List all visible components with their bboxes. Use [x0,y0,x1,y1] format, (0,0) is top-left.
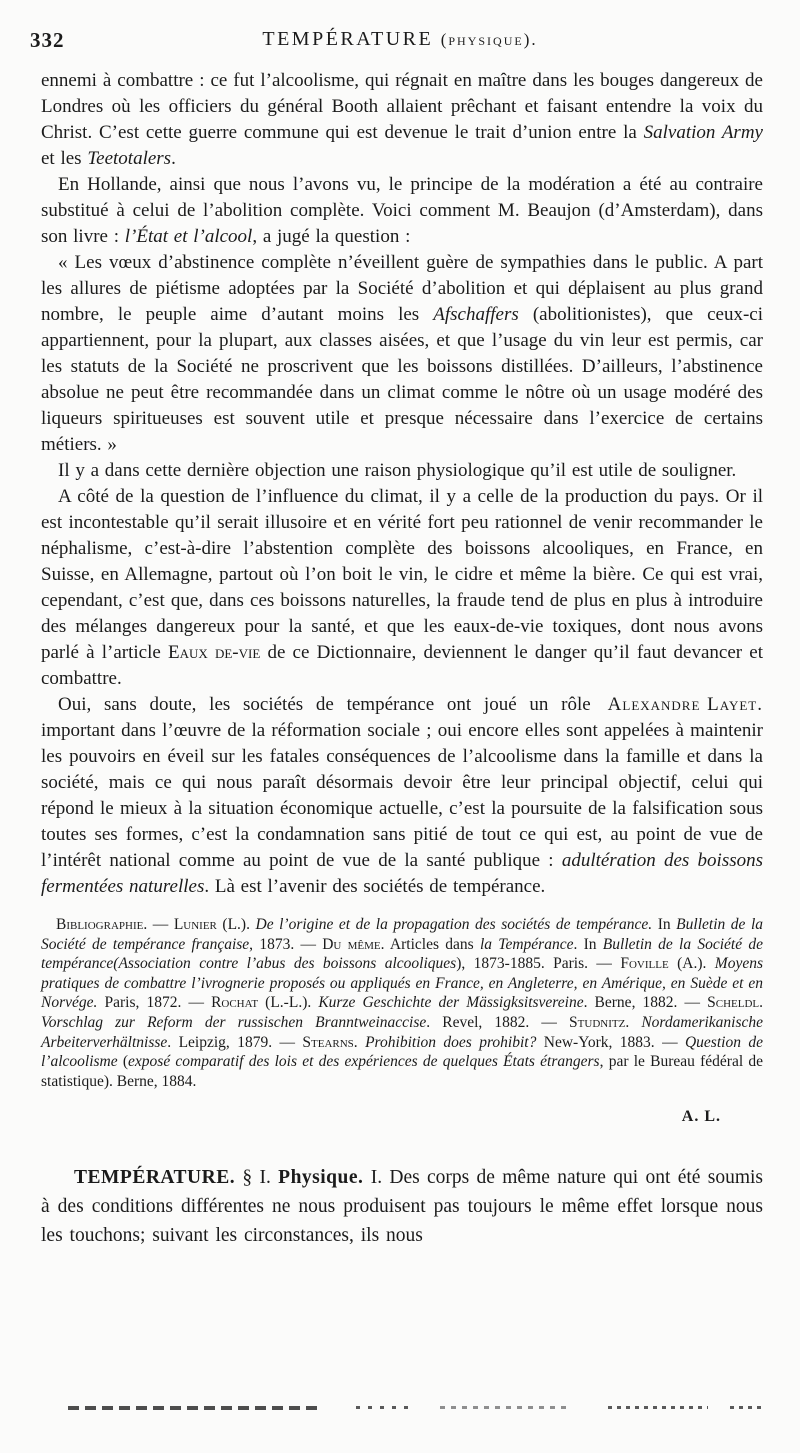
paragraph: « Les vœux d’abstinence complète n’éveillent guère de sympathies dans le public. A part les allures de piétisme adoptées par la Société d’abolition et qui déplaisent au plus grand nombre, le peuple aime d’autant moins les Afschaffers (abolitionistes), que ceux-ci appartiennent, pour la plupart, aux classes aisées, et que l’usage du vin leur est permis, car les statuts de la Société ne proscrivent que les boissons distillées. D’ailleurs, l’abstinence absolue ne peut être recommandée dans un climat comme le nôtre où un usage modéré des liqueurs spiritueuses est souvent utile et presque nécessaire dans l’exercice de certains métiers. » [41,252,763,455]
author-signature: Alexandre Layet. [607,694,763,715]
page-number: 332 [30,28,65,52]
bibliography: Bibliographie. — Lunier (L.). De l’origine et de la propagation des sociétés de tempérance. In Bulletin de la Société de tempérance française, 1873. — Du même. Articles dans la Tempérance. In Bulletin de la Société de tempérance(Association contre l’abus des boissons alcooliques), 1873-1885. Paris. — Foville (A.). Moyens pratiques de combattre l’ivrognerie proposés ou appliqués en France, en Angleterre, en Amérique, en Suède et en Norvége. Paris, 1872. — Rochat (L.-L.). Kurze Geschichte der Mässigksitsvereine. Berne, 1882. — Scheldl. Vorschlag zur Reform der russischen Branntweinaccise. Revel, 1882. — Studnitz. Nordamerikanische Arbeiterverhältnisse. Leipzig, 1879. — Stearns. Prohibition does prohibit? New-York, 1883. — Question de l’alcoolisme (exposé comparatif des lois et des expériences de quelques États étrangers, par le Bureau fédéral de statistique). Berne, 1884. [41,916,764,1090]
next-article-paragraph: TEMPÉRATURE. § I. Physique. I. Des corps de même nature qui ont été soumis à des conditions différentes ne nous produisent pas toujours le même effet lorsque nous les touchons; suivant les circonstances, ils nous [41,1166,763,1246]
paragraph: ennemi à combattre : ce fut l’alcoolisme, qui régnait en maître dans les bouges dangereux de Londres où les officiers du général Booth allaient prêchant et faisant entendre la voix du Christ. C’est cette guerre commune qui est devenue le trait d’union entre la Salvation Army et les Teetotalers. [41,70,763,169]
running-title-subject: (physique). [440,30,538,49]
bibliography-initials: A. L. [681,1107,721,1125]
paragraph: Il y a dans cette dernière objection une raison physiologique qu’il est utile de souligner. [58,460,737,481]
article-body [41,68,763,1269]
paragraph-with-signature: Alexandre Layet. Oui, sans doute, les sociétés de tempérance ont joué un rôle important dans l’œuvre de la réformation sociale ; oui encore elles sont appelées à maintenir les pouvoirs en éveil sur les fatales conséquences de l’alcoolisme dans la famille et dans la société, mais ce qui nous paraît désormais devoir être leur principal objectif, celui qui répond le mieux à la situation économique actuelle, c’est la poursuite de la falsification sous toutes ses formes, c’est la condamnation sans pitié de tout ce qui est, au point de vue de l’intérêt national comme au point de vue de la santé publique : adultération des boissons fermentées naturelles. Là est l’avenir des sociétés de tempérance. [41,694,763,897]
running-title [0,28,800,51]
running-title-main: TEMPÉRATURE [262,28,441,50]
cut-off-text-line-artifact [68,1406,762,1411]
running-head [0,28,800,58]
paragraph: En Hollande, ainsi que nous l’avons vu, le principe de la modération a été au contraire substitué à celui de l’abolition complète. Voici comment M. Beaujon (d’Amsterdam), dans son livre : l’État et l’alcool, a jugé la question : [41,174,763,247]
paragraph: A côté de la question de l’influence du climat, il y a celle de la production du pays. Or il est incontestable qu’il serait illusoire et en vérité fort peu rationnel de venir recommander le néphalisme, c’est-à-dire l’abstention complète des boissons alcooliques, en France, en Suisse, en Allemagne, partout où l’on boit le vin, le cidre et même la bière. Ce qui est vrai, cependant, c’est que, dans ces boissons naturelles, la fraude tend de plus en plus à introduire des mélanges dangereux pour la santé, et que les eaux-de-vie toxiques, dont nous avons parlé à l’article Eaux de-vie de ce Dictionnaire, deviennent le danger qu’il faut devancer et combattre. [41,486,763,689]
